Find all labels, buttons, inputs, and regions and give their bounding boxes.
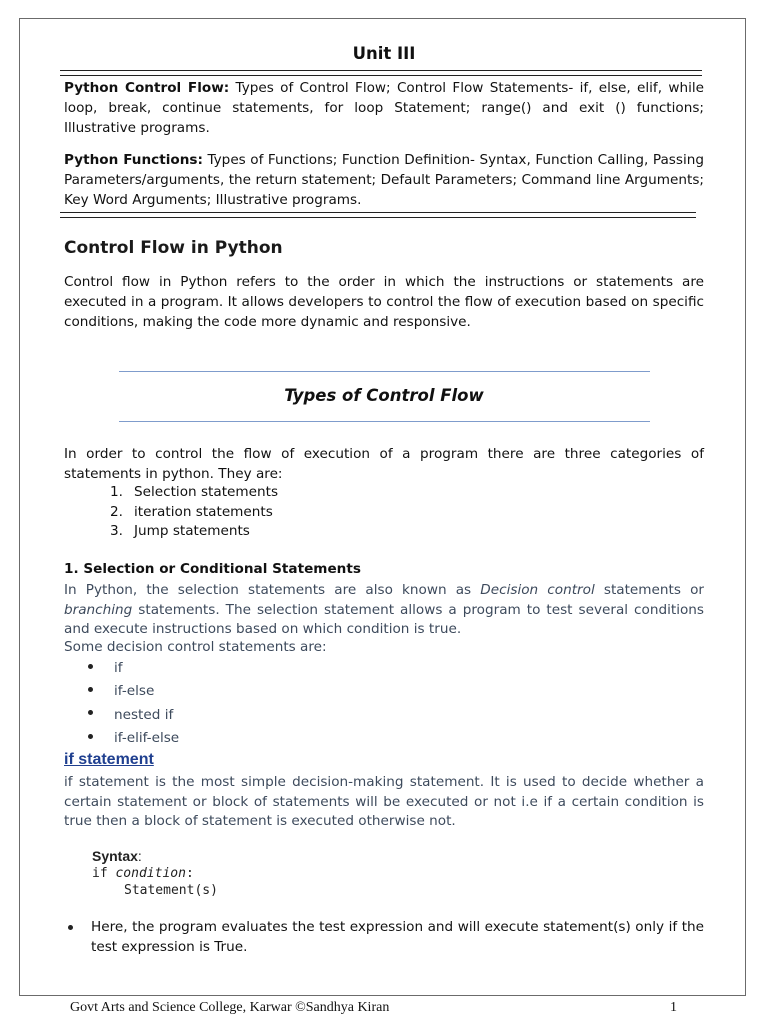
syllabus-control-flow-text: Types of Control Flow; Control Flow Statements- if, else, elif, while loop, break, continue statements, for loop Statement; range() and exit () functions; Illustrative programs. <box>64 80 704 136</box>
section-heading-control-flow: Control Flow in Python <box>64 238 283 258</box>
if-statement-heading: if statement <box>64 751 154 768</box>
selection-heading: 1. Selection or Conditional Statements <box>64 561 361 577</box>
categories-list <box>110 483 278 542</box>
types-paragraph: In order to control the flow of execution of a program there are three categories of statements in python. They are: <box>64 446 704 482</box>
footer-text: Govt Arts and Science College, Karwar ©Sandhya Kiran <box>70 1000 390 1015</box>
emphasis-branching: branching <box>64 601 133 618</box>
list-item: if-elif-else <box>88 727 179 750</box>
if-statement-note: Here, the program evaluates the test expression and will execute statement(s) only if the test expression is True. <box>64 917 704 957</box>
decision-list-intro: Some decision control statements are: <box>64 639 327 655</box>
list-item: 1. Selection statements <box>110 484 279 500</box>
unit-title: Unit III <box>352 44 416 63</box>
bullet-icon <box>88 664 93 669</box>
page-number: 1 <box>670 1000 677 1015</box>
divider-line-bottom <box>119 421 650 422</box>
bullet-icon <box>88 687 93 692</box>
decision-statements-list <box>88 657 179 751</box>
list-item: if-else <box>88 680 179 703</box>
if-statement-paragraph: if statement is the most simple decision-making statement. It is used to decide whether a certain statement or block of statements will be executed or not i.e if a certain condition is true then a block of statement is executed otherwise not. <box>64 774 704 829</box>
syllabus-functions <box>64 150 704 210</box>
emphasis-decision-control: Decision control <box>480 582 595 598</box>
syllabus-functions-text: Types of Functions; Function Definition- Syntax, Function Calling, Passing Parameters/arguments, the return statement; Default Parameters; Command line Arguments; Key Word Arguments; Illustrative programs. <box>64 152 704 208</box>
double-rule-top <box>60 70 702 76</box>
divider-line-top <box>119 371 650 372</box>
bullet-icon <box>68 925 73 930</box>
intro-paragraph: Control flow in Python refers to the order in which the instructions or statements are executed in a program. It allows developers to control the flow of execution based on specific conditions, making the code more dynamic and responsive. <box>64 274 704 330</box>
syllabus-functions-label: Python Functions: <box>64 152 203 168</box>
syllabus-control-flow <box>64 78 704 138</box>
bullet-icon <box>88 734 93 739</box>
selection-paragraph: In Python, the selection statements are also known as Decision control statements or branching statements. The selection statement allows a program to test several conditions and execute instructions based on which condition is true. <box>64 582 704 637</box>
list-item: nested if <box>88 704 179 727</box>
syntax-block: Syntax: if condition: Statement(s) <box>92 848 218 898</box>
syntax-label: Syntax <box>92 848 138 864</box>
syntax-code-line-1: if condition: <box>92 866 194 881</box>
syntax-code-line-2: Statement(s) <box>124 883 218 898</box>
section-heading-types: Types of Control Flow <box>284 386 484 405</box>
list-item: if <box>88 657 179 680</box>
bullet-icon <box>88 710 93 715</box>
double-rule-bottom <box>60 212 696 218</box>
list-item: 2. iteration statements <box>110 503 273 520</box>
list-item: 3. Jump statements <box>110 523 250 539</box>
syllabus-control-flow-label: Python Control Flow: <box>64 80 230 96</box>
